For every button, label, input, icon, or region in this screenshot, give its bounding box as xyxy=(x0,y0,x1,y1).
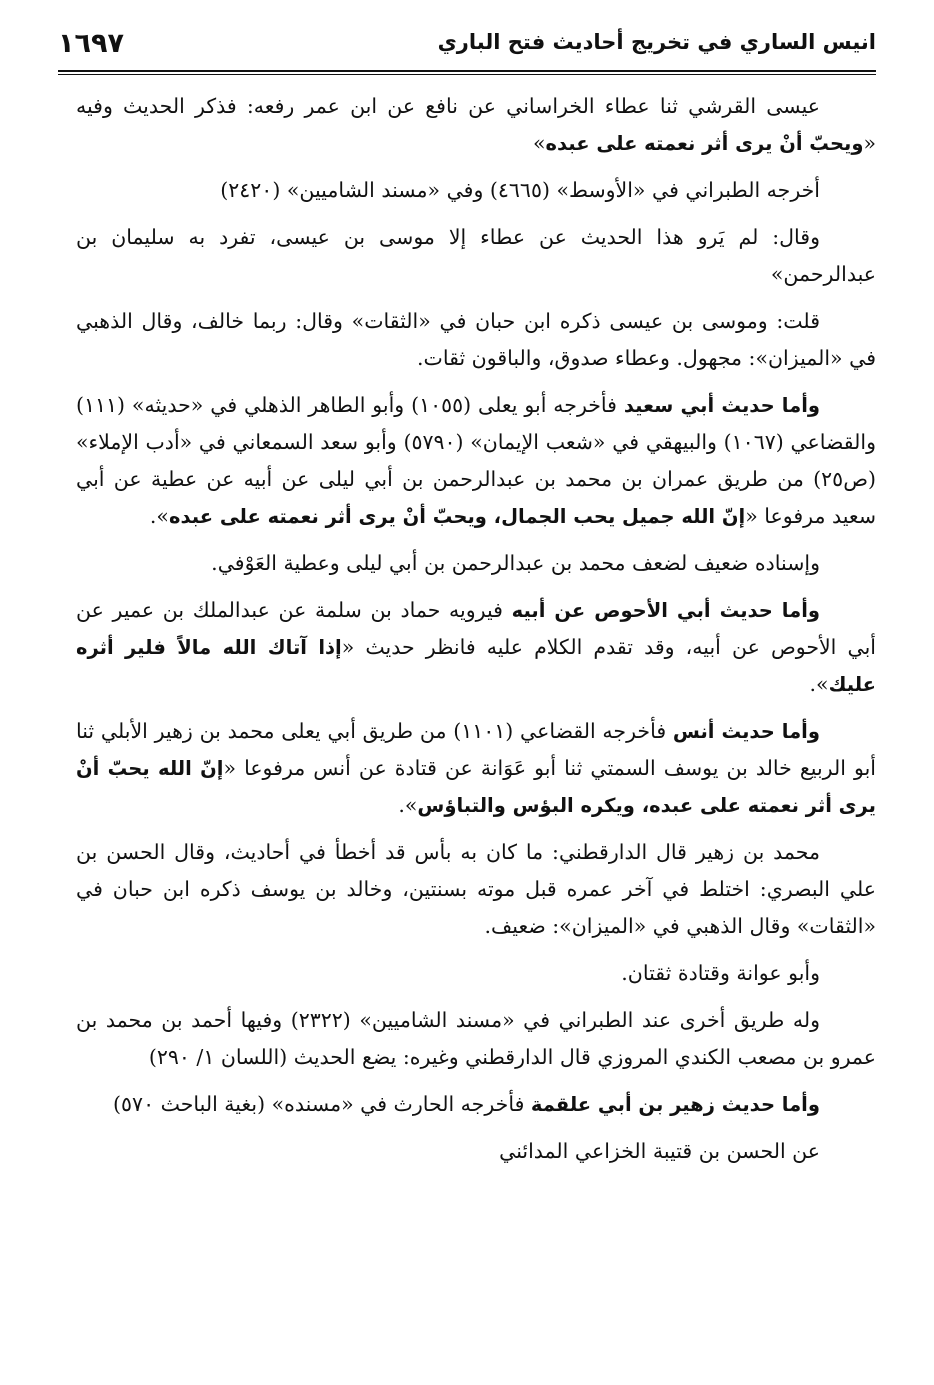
paragraph xyxy=(76,955,876,992)
paragraph xyxy=(76,592,876,703)
page-number: ١٦٩٧ xyxy=(58,28,124,59)
paragraph xyxy=(76,713,876,824)
paragraph xyxy=(76,219,876,293)
bold-text-segment: وأما حديث أبي سعيد xyxy=(623,394,820,417)
bold-text-segment: إذا آتاك الله مالاً فلير أثره عليك xyxy=(76,636,876,696)
text-segment: قلت: وموسى بن عيسى ذكره ابن حبان في «الثقات» وقال: ربما خالف، وقال الذهبي في «الميزان»: مجهول. وعطاء صدوق، والباقون ثقات. xyxy=(76,309,876,370)
paragraph xyxy=(76,172,876,209)
paragraph xyxy=(76,387,876,535)
text-segment: » xyxy=(532,131,546,155)
paragraph xyxy=(76,88,876,162)
text-segment: أخرجه الطبراني في «الأوسط» (٤٦٦٥) وفي «مسند الشاميين» (٢٤٢٠) xyxy=(220,178,820,202)
bold-text-segment: وأما حديث أبي الأحوص عن أبيه xyxy=(511,599,820,622)
text-segment: فأخرجه أبو يعلى (١٠٥٥) وأبو الطاهر الذهلي في «حديثه» (١١١) والقضاعي (١٠٦٧) والبيهقي في «شعب الإيمان» (٥٧٩٠) وأبو سعد السمعاني في «أدب الإملاء» (ص٢٥) من طريق عمران بن محمد بن عبدالرحمن بن أبي ليلى عن أبيه عن عطية عن أبي سعيد مرفوعا « xyxy=(76,393,876,528)
text-segment: وله طريق أخرى عند الطبراني في «مسند الشاميين» (٢٣٢٢) وفيها أحمد بن محمد بن عمرو بن مصعب الكندي المروزي قال الدارقطني وغيره: يضع الحديث (اللسان ١/ ٢٩٠) xyxy=(76,1008,876,1069)
paragraph xyxy=(76,545,876,582)
paragraph xyxy=(76,1002,876,1076)
text-segment: فأخرجه الحارث في «مسنده» (بغية الباحث ٥٧٠) xyxy=(113,1092,531,1116)
text-segment: فيرويه حماد بن سلمة عن عبدالملك بن عمير عن أبي الأحوص عن أبيه، وقد تقدم الكلام عليه فانظر حديث « xyxy=(76,598,876,659)
bold-text-segment: وأما حديث أنس xyxy=(672,720,820,743)
bold-text-segment: إنّ الله يحبّ أنْ يرى أثر نعمته على عبده، ويكره البؤس والتباؤس xyxy=(76,757,876,817)
bold-text-segment: ويحبّ أنْ يرى أثر نعمته على عبده xyxy=(545,132,864,155)
header-divider xyxy=(58,70,876,75)
text-segment: وإسناده ضعيف لضعف محمد بن عبدالرحمن بن أبي ليلى وعطية العَوْفي. xyxy=(211,551,820,575)
text-segment: ». xyxy=(809,672,829,696)
text-segment: محمد بن زهير قال الدارقطني: ما كان به بأس قد أخطأ في أحاديث، وقال الحسن بن علي البصري: اختلط في آخر عمره قبل موته بسنتين، وخالد بن يوسف ذكره ابن حبان في «الثقات» وقال الذهبي في «الميزان»: ضعيف. xyxy=(76,840,876,938)
bold-text-segment: وأما حديث زهير بن أبي علقمة xyxy=(530,1093,820,1116)
page-header xyxy=(58,26,876,70)
paragraph xyxy=(76,303,876,377)
running-title: انيس الساري في تخريج أحاديث فتح الباري xyxy=(437,30,876,54)
text-segment: فأخرجه القضاعي (١١٠١) من طريق أبي يعلى محمد بن زهير الأبلي ثنا أبو الربيع خالد بن يوسف السمتي ثنا أبو عَوَانة عن قتادة عن أنس مرفوعا « xyxy=(76,719,876,780)
text-segment: ». xyxy=(398,793,418,817)
paragraph xyxy=(76,1086,876,1123)
paragraph xyxy=(76,834,876,945)
text-segment: وأبو عوانة وقتادة ثقتان. xyxy=(621,961,820,985)
text-segment: ». xyxy=(149,504,169,528)
body-text xyxy=(76,88,876,1180)
text-segment: عن الحسن بن قتيبة الخزاعي المدائني xyxy=(499,1139,820,1163)
text-segment: عيسى القرشي ثنا عطاء الخراساني عن نافع عن ابن عمر رفعه: فذكر الحديث وفيه « xyxy=(76,94,876,155)
paragraph xyxy=(76,1133,876,1170)
text-segment: وقال: لم يَرو هذا الحديث عن عطاء إلا موسى بن عيسى، تفرد به سليمان بن عبدالرحمن» xyxy=(76,225,876,286)
bold-text-segment: إنّ الله جميل يحب الجمال، ويحبّ أنْ يرى أثر نعمته على عبده xyxy=(168,505,746,528)
